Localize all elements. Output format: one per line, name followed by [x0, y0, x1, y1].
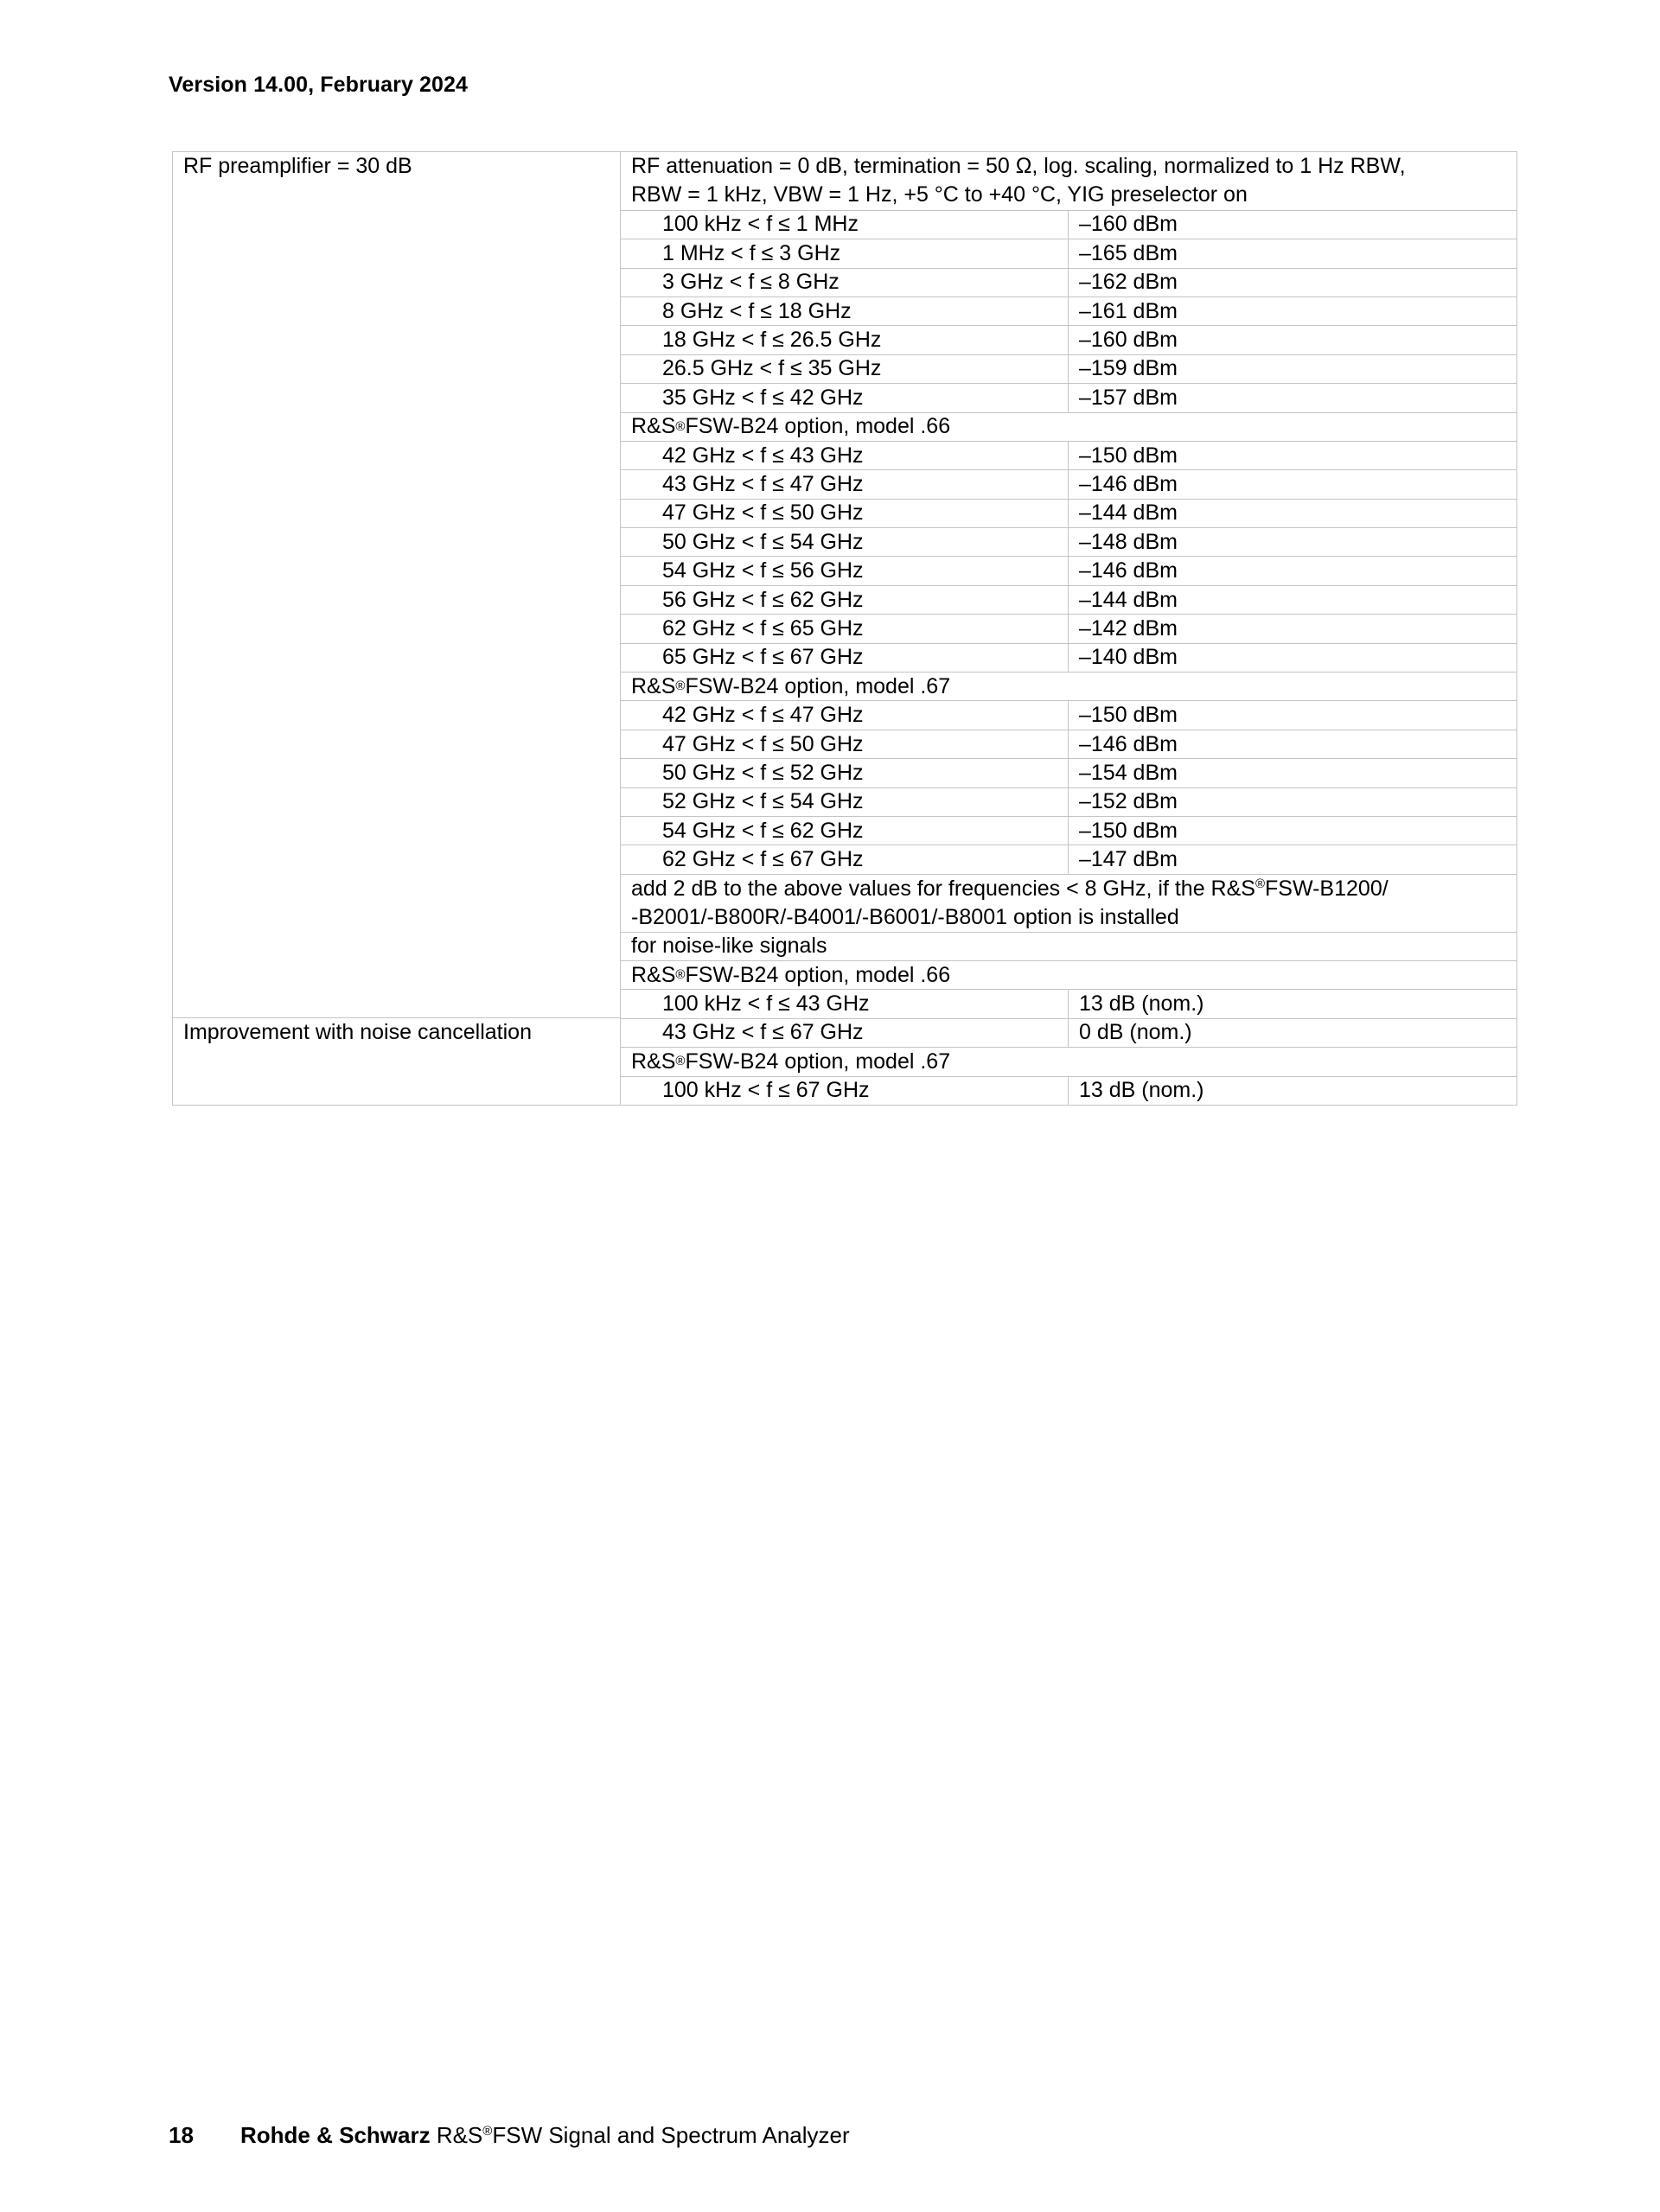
table-row — [621, 268, 1516, 296]
model-text: FSW-B24 option, model .67 — [685, 673, 951, 698]
table-row — [621, 239, 1516, 267]
block2-model66-heading: R&S ® FSW-B24 option, model .66 — [621, 960, 1516, 989]
footer-product-name: FSW Signal and Spectrum Analyzer — [492, 2122, 850, 2148]
block1-model67-rows — [621, 700, 1516, 873]
noise-level-value: 0 dB (nom.) — [1079, 1020, 1192, 1045]
frequency-range: 100 kHz < f ≤ 43 GHz — [621, 990, 1069, 1017]
block2-model67-rows — [621, 1076, 1516, 1105]
page-footer — [169, 2122, 850, 2149]
registered-mark: ® — [482, 2124, 493, 2139]
noise-level-value: –150 dBm — [1079, 703, 1178, 728]
block2-label-cell — [173, 1017, 620, 1105]
frequency-range: 62 GHz < f ≤ 67 GHz — [621, 845, 1069, 873]
frequency-range: 1 MHz < f ≤ 3 GHz — [621, 239, 1069, 267]
table-row — [621, 296, 1516, 325]
brand-prefix: R&S — [631, 1049, 676, 1074]
block1-condition-line2: RBW = 1 kHz, VBW = 1 Hz, +5 °C to +40 °C, YIG preselector on — [631, 182, 1248, 207]
block1-note-line1 — [631, 875, 1389, 903]
noise-level-value: –150 dBm — [1079, 818, 1178, 843]
block1-model66-rows — [621, 441, 1516, 672]
model-text: FSW-B24 option, model .66 — [685, 962, 951, 987]
table-row — [621, 469, 1516, 498]
noise-level-value: –148 dBm — [1079, 529, 1178, 554]
block1-model67-heading: R&S ® FSW-B24 option, model .67 — [621, 672, 1516, 700]
block1-label-cell — [173, 152, 620, 1017]
noise-level-value: –146 dBm — [1079, 472, 1178, 496]
parameter-column — [173, 152, 621, 1105]
model-text: FSW-B24 option, model .67 — [685, 1049, 951, 1074]
frequency-range: 50 GHz < f ≤ 54 GHz — [621, 528, 1069, 556]
noise-level-value: –142 dBm — [1079, 615, 1178, 641]
frequency-range: 56 GHz < f ≤ 62 GHz — [621, 586, 1069, 614]
value-column — [621, 152, 1516, 1105]
page-number: 18 — [169, 2122, 194, 2148]
table-row — [621, 556, 1516, 584]
frequency-range: 54 GHz < f ≤ 62 GHz — [621, 817, 1069, 845]
frequency-range: 35 GHz < f ≤ 42 GHz — [621, 384, 1069, 411]
noise-level-value: –157 dBm — [1079, 385, 1178, 410]
noise-level-value: –159 dBm — [1079, 356, 1178, 381]
block2-condition: for noise-like signals — [621, 932, 1516, 960]
frequency-range: 100 kHz < f ≤ 1 MHz — [621, 211, 1069, 239]
footer-brand: Rohde & Schwarz — [240, 2122, 431, 2148]
table-row — [621, 527, 1516, 556]
noise-level-value: –160 dBm — [1079, 212, 1178, 237]
table-row — [621, 614, 1516, 642]
frequency-range: 42 GHz < f ≤ 43 GHz — [621, 442, 1069, 469]
table-row — [621, 1076, 1516, 1105]
block1-condition — [621, 152, 1516, 210]
table-row — [621, 730, 1516, 758]
frequency-range: 65 GHz < f ≤ 67 GHz — [621, 644, 1069, 672]
model-text: FSW-B24 option, model .66 — [685, 414, 951, 439]
noise-level-value: –150 dBm — [1079, 443, 1178, 468]
noise-level-value: –161 dBm — [1079, 298, 1178, 323]
block1-label: RF preamplifier = 30 dB — [183, 154, 412, 178]
document-version-header: Version 14.00, February 2024 — [169, 73, 469, 97]
table-row — [621, 354, 1516, 383]
frequency-range: 18 GHz < f ≤ 26.5 GHz — [621, 326, 1069, 354]
noise-level-value: –165 dBm — [1079, 240, 1178, 265]
brand-prefix: R&S — [631, 673, 676, 698]
frequency-range: 26.5 GHz < f ≤ 35 GHz — [621, 355, 1069, 383]
noise-level-value: –154 dBm — [1079, 760, 1178, 785]
noise-level-value: –147 dBm — [1079, 847, 1178, 872]
frequency-range: 3 GHz < f ≤ 8 GHz — [621, 269, 1069, 296]
note-text: FSW-B1200/ — [1265, 876, 1389, 901]
block1-base-rows — [621, 210, 1516, 412]
table-row — [621, 816, 1516, 845]
block2-label: Improvement with noise cancellation — [183, 1020, 532, 1044]
table-row — [621, 383, 1516, 411]
block2-model66-rows — [621, 989, 1516, 1047]
note-text: add 2 dB to the above values for frequencies < 8 GHz, if the R&S — [631, 876, 1255, 901]
table-row — [621, 325, 1516, 354]
noise-level-value: –160 dBm — [1079, 328, 1178, 353]
table-row — [621, 441, 1516, 469]
table-row — [621, 210, 1516, 239]
table-row — [621, 643, 1516, 672]
brand-prefix: R&S — [631, 414, 676, 439]
footer-product-prefix: R&S — [430, 2122, 483, 2148]
table-row — [621, 700, 1516, 729]
noise-level-value: –146 dBm — [1079, 558, 1178, 583]
block1-model66-heading: R&S ® FSW-B24 option, model .66 — [621, 412, 1516, 441]
frequency-range: 47 GHz < f ≤ 50 GHz — [621, 730, 1069, 758]
brand-prefix: R&S — [631, 962, 676, 987]
frequency-range: 47 GHz < f ≤ 50 GHz — [621, 500, 1069, 527]
block1-note — [621, 874, 1516, 932]
block1-condition-line1: RF attenuation = 0 dB, termination = 50 Ω, log. scaling, normalized to 1 Hz RBW, — [631, 154, 1406, 178]
table-row — [621, 585, 1516, 614]
frequency-range: 42 GHz < f ≤ 47 GHz — [621, 701, 1069, 729]
noise-level-value: –144 dBm — [1079, 587, 1178, 612]
frequency-range: 52 GHz < f ≤ 54 GHz — [621, 788, 1069, 816]
noise-level-value: –146 dBm — [1079, 731, 1178, 756]
frequency-range: 100 kHz < f ≤ 67 GHz — [621, 1077, 1069, 1105]
specifications-table — [172, 151, 1517, 1106]
frequency-range: 50 GHz < f ≤ 52 GHz — [621, 759, 1069, 787]
table-row — [621, 1018, 1516, 1047]
frequency-range: 62 GHz < f ≤ 65 GHz — [621, 615, 1069, 642]
table-row — [621, 499, 1516, 527]
noise-level-value: –140 dBm — [1079, 645, 1178, 670]
block1-note-line2: -B2001/-B800R/-B4001/-B6001/-B8001 option is installed — [631, 905, 1179, 930]
noise-level-value: –152 dBm — [1079, 789, 1178, 814]
frequency-range: 43 GHz < f ≤ 47 GHz — [621, 470, 1069, 498]
noise-level-value: –162 dBm — [1079, 270, 1178, 295]
registered-mark: ® — [1255, 876, 1266, 891]
frequency-range: 8 GHz < f ≤ 18 GHz — [621, 297, 1069, 325]
table-row — [621, 989, 1516, 1017]
noise-level-value: –144 dBm — [1079, 500, 1178, 526]
table-row — [621, 787, 1516, 816]
noise-level-value: 13 dB (nom.) — [1079, 991, 1204, 1017]
table-row — [621, 845, 1516, 873]
block2-model67-heading: R&S ® FSW-B24 option, model .67 — [621, 1047, 1516, 1075]
frequency-range: 43 GHz < f ≤ 67 GHz — [621, 1019, 1069, 1047]
noise-level-value: 13 dB (nom.) — [1079, 1078, 1204, 1103]
table-row — [621, 758, 1516, 787]
frequency-range: 54 GHz < f ≤ 56 GHz — [621, 557, 1069, 584]
